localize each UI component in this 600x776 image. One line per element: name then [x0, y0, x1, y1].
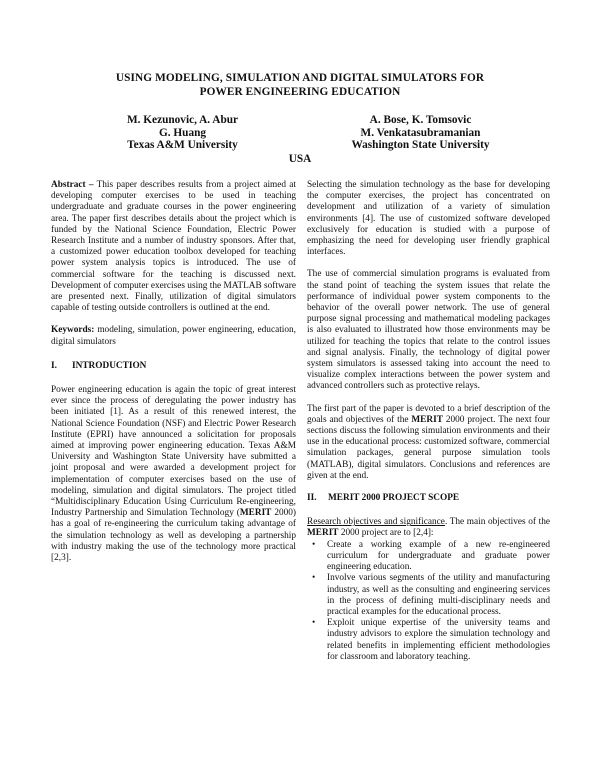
right-paragraph-3-text-2: 2000 project. The next four sections discuss the following simulation environments and their use in the educational process: customized software, commercial simulation packages, general purpose simulation tools (MATLAB), digital simulators. Conclusions and references are given at the end. — [307, 414, 550, 481]
section-1-heading — [51, 361, 296, 372]
right-paragraph-3-text-1: The first part of the paper is devoted to a brief description of the goals and objectives of the — [307, 403, 550, 425]
section-1-number: I. — [51, 360, 57, 371]
right-paragraph-3 — [307, 404, 550, 482]
section-2-heading — [307, 493, 550, 504]
list-item: • Create a working example of a new re-engineered curriculum for undergraduate and graduate power engineering education. — [327, 540, 550, 574]
intro-text-1: Power engineering education is again the topic of great interest ever since the process of deregulating the power industry has been initiated [1]. As a result of this renewed interest, the National Science Foundation (NSF) and Electric Power Research Institute (EPRI) have announced a solicitation for proposals aimed at improving power engineering education. Texas A&M University and Washington State University have submitted a joint proposal and were awarded a development project for implementation of computer exercises based on the use of modeling, simulation and digital simulators. The project titled “Multidisciplinary Education Using Curriculum Re-engineering, Industry Partnership and Simulation Technology ( — [51, 385, 296, 519]
title-line-2: POWER ENGINEERING EDUCATION — [199, 85, 401, 98]
right-column — [307, 180, 550, 663]
left-column — [51, 180, 296, 575]
abstract — [51, 180, 296, 314]
authors-left — [95, 114, 270, 152]
objectives-lead — [307, 517, 550, 539]
authors-right — [318, 114, 523, 152]
keywords — [51, 325, 296, 347]
right-paragraph-1: Selecting the simulation technology as the base for developing the computer exercises, the project has concentrated on development and utilization of a variety of simulation environments [4]. The use of customized software developed exclusively for education is studied with a purpose of emphasizing the need for developing user friendly graphical interfaces. — [307, 180, 550, 258]
objectives-list — [307, 540, 550, 663]
section-2-number: II. — [307, 493, 317, 504]
keywords-text: modeling, simulation, power engineering, education, digital simulators — [51, 325, 296, 347]
keywords-label: Keywords: — [51, 325, 95, 336]
right-paragraph-2: The use of commercial simulation programs is evaluated from the stand point of teaching the system issues that relate the performance of individual power system components to the behavior of the overall power network. The use of general purpose signal processing and mathematical modeling packages is also evaluated to illustrated how those environments may be utilized for teaching the topics that relate to the control issues and signal analysis. Finally, the technology of digital power system simulators is assessed taking into account the need to visualize complex interactions between the power system and advanced controllers such as protective relays. — [307, 269, 550, 392]
country: USA — [288, 153, 312, 165]
objectives-lead-text-2: 2000 project are to [2,4]: — [338, 528, 434, 539]
abstract-label: Abstract – — [51, 180, 94, 190]
merit-acronym: MERIT — [239, 508, 272, 519]
author-names-right-1: A. Bose, K. Tomsovic — [369, 114, 472, 126]
intro-text-2: 2000) has a goal of re-engineering the curriculum taking advantage of the simulation technology as well as developing a partnership with industry making the use of the technology more practical [2,3]. — [51, 508, 297, 564]
title-line-1: USING MODELING, SIMULATION AND DIGITAL SIMULATORS FOR — [115, 72, 485, 84]
introduction-paragraph — [51, 385, 296, 564]
merit-acronym: MERIT — [307, 528, 339, 539]
author-names-left-2: G. Huang — [158, 126, 207, 139]
section-2-title: MERIT 2000 PROJECT SCOPE — [328, 493, 460, 504]
merit-acronym: MERIT — [411, 414, 443, 425]
paper-title — [60, 72, 540, 99]
objectives-lead-text-1: . The main objectives of the — [444, 517, 550, 528]
abstract-text: This paper describes results from a project aimed at developing computer exercises to be used in teaching undergraduate and graduate courses in the power engineering area. The paper first describes details about the project which is funded by the National Science Foundation, Electric Power Research Institute and a number of industry sponsors. After that, a customized power education toolbox developed for teaching power system analysis topics is introduced. The use of commercial software for the teaching is discussed next. Development of computer exercises using the MATLAB software are presented next. Finally, utilization of digital simulators capable of testing outside controllers is outlined at the end. — [51, 180, 297, 314]
affiliation-left: Texas A&M University — [127, 139, 238, 151]
section-1-title: INTRODUCTION — [72, 360, 147, 371]
list-item: • Exploit unique expertise of the university teams and industry advisors to explore the simulation technology and related benefits in implementing efficient methodologies for classroom and laboratory teaching. — [327, 618, 550, 663]
author-names-left-1: M. Kezunovic, A. Abur — [126, 114, 239, 126]
affiliation-right: Washington State University — [351, 139, 490, 151]
list-item: • Involve various segments of the utility and manufacturing industry, as well as the consulting and engineering services in the process of defining multi-disciplinary needs and practical examples for the educational process. — [327, 573, 550, 618]
author-names-right-2: M. Venkatasubramanian — [360, 126, 481, 139]
objectives-lead-underlined: Research objectives and significance — [307, 517, 445, 528]
